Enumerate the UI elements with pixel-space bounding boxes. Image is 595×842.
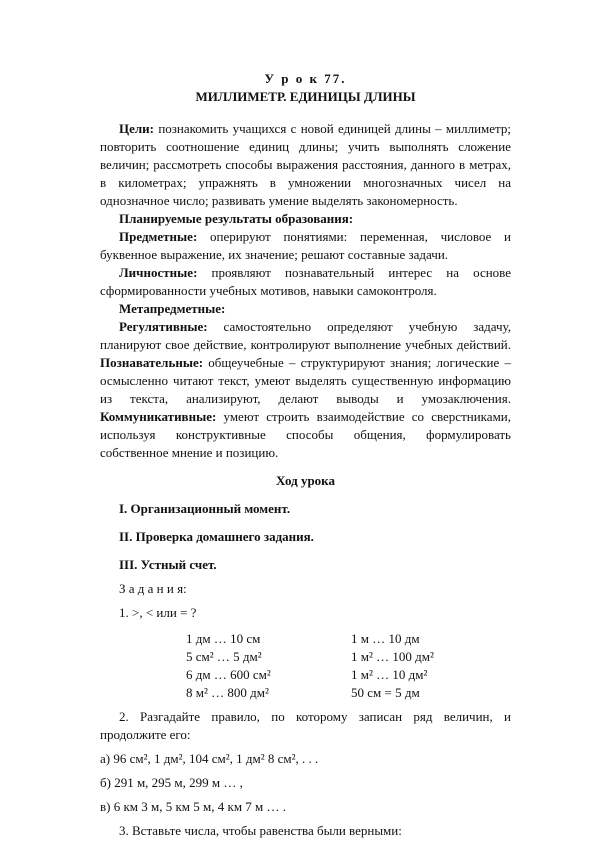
task2-prompt: 2. Разгадайте правило, по которому записан ряд величин, и продолжите его: — [100, 709, 511, 742]
task2-item-b: б) 291 м, 295 м, 299 м … , — [100, 775, 243, 790]
results-heading: Планируемые результаты образования: — [119, 211, 354, 226]
comparison-cell: 8 м² … 800 дм² — [186, 685, 269, 700]
comparison-cell: 50 см = 5 дм — [351, 685, 420, 700]
section-oral-count: III. Устный счет. — [119, 557, 217, 572]
regulatory-text: самостоятельно определяют учебную задачу, планируют свое действие, контролируют выполнение учебных действий. — [100, 319, 511, 352]
subject-label: Предметные: — [119, 229, 198, 244]
table-row — [186, 684, 434, 702]
regulatory-label: Регулятивные: — [119, 319, 208, 334]
comparison-cell: 5 см² … 5 дм² — [186, 649, 262, 664]
task3-prompt: 3. Вставьте числа, чтобы равенства были верными: — [119, 823, 402, 838]
task1-prompt: 1. >, < или = ? — [119, 605, 197, 620]
regulatory-paragraph — [100, 318, 511, 462]
task2-item-c: в) 6 км 3 м, 5 км 5 м, 4 км 7 м … . — [100, 799, 287, 814]
subject-paragraph — [100, 228, 511, 264]
section-organizational: I. Организационный момент. — [119, 501, 291, 516]
communicative-label: Коммуникативные: — [100, 409, 217, 424]
goals-paragraph — [100, 120, 511, 210]
meta-heading: Метапредметные: — [119, 301, 226, 316]
goals-label: Цели: — [119, 121, 154, 136]
comparison-cell: 6 дм … 600 см² — [186, 667, 271, 682]
personal-label: Личностные: — [119, 265, 198, 280]
cognitive-text: общеучебные – структурируют знания; логические – осмысленно читают текст, умеют выделять существенную информацию из текста, анализируют, делают выводы и умозаключения. — [100, 355, 511, 406]
subject-text: оперируют понятиями: переменная, числовое и буквенное выражение, их значение; решают составные задачи. — [100, 229, 511, 262]
table-row — [186, 630, 434, 648]
table-row — [186, 666, 434, 684]
communicative-text: умеют строить взаимодействие со сверстниками, используя конструктивные способы общения, формулировать собственное мнение и позицию. — [100, 409, 511, 460]
table-row — [186, 648, 434, 666]
tasks-label: З а д а н и я: — [119, 581, 187, 596]
comparison-cell: 1 м … 10 дм — [351, 631, 420, 646]
personal-paragraph — [100, 264, 511, 300]
task2-item-a: а) 96 см², 1 дм², 104 см², 1 дм² 8 см², . . . — [100, 751, 319, 766]
cognitive-label: Познавательные: — [100, 355, 204, 370]
lesson-number: У р о к 77. — [264, 71, 347, 86]
comparison-cell: 1 м² … 100 дм² — [351, 649, 434, 664]
section-homework: II. Проверка домашнего задания. — [119, 529, 314, 544]
course-heading: Ход урока — [276, 473, 335, 488]
comparison-table — [186, 630, 434, 702]
comparison-cell: 1 дм … 10 см — [186, 631, 261, 646]
comparison-cell: 1 м² … 10 дм² — [351, 667, 428, 682]
goals-text: познакомить учащихся с новой единицей длины – миллиметр; повторить соотношение единиц длины; учить выполнять сложение величин; рассмотреть способы выражения расстояния, данного в метрах, в километрах; упражнять в умножении многозначных чисел на однозначное число; развивать умение выделять закономерность. — [100, 121, 511, 208]
lesson-title: МИЛЛИМЕТР. ЕДИНИЦЫ ДЛИНЫ — [195, 89, 416, 104]
personal-text: проявляют познавательный интерес на основе сформированности учебных мотивов, навыки самоконтроля. — [100, 265, 511, 298]
